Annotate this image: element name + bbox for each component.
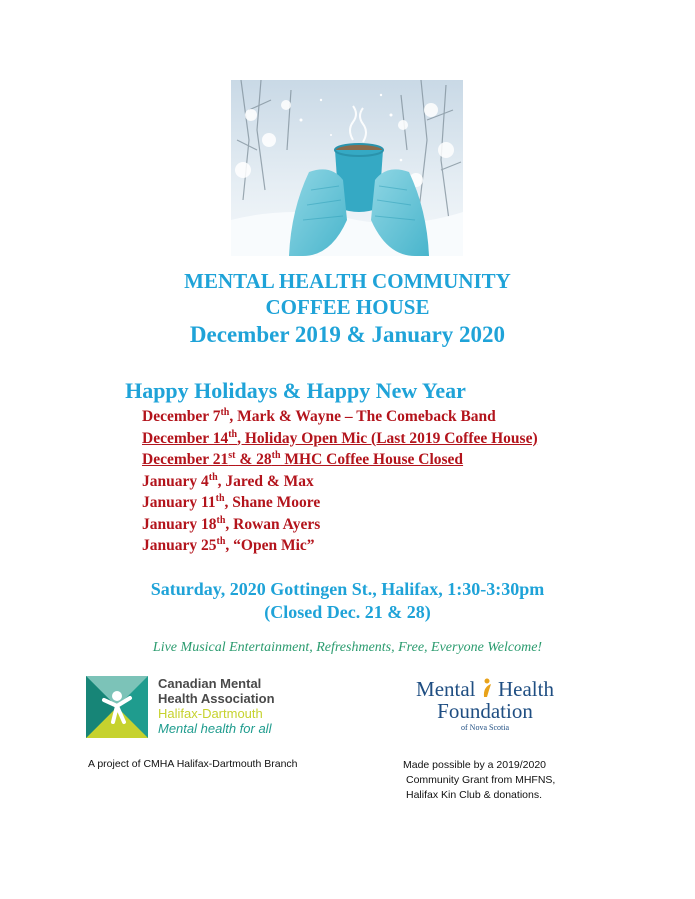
leaf-icon xyxy=(481,678,493,698)
event-item: January 18th, Rowan Ayers xyxy=(142,514,321,533)
event-item: December 14th, Holiday Open Mic (Last 2019 Coffee House) xyxy=(142,428,538,447)
mhf-sub: of Nova Scotia xyxy=(461,723,509,732)
title-dates: December 2019 & January 2020 xyxy=(189,322,506,347)
title-line-1: MENTAL HEALTH COMMUNITY xyxy=(184,269,511,293)
event-item: January 11th, Shane Moore xyxy=(142,492,321,511)
venue-address: Saturday, 2020 Gottingen St., Halifax, 1:30-3:30pm xyxy=(150,579,545,599)
cmha-branch: Halifax-Dartmouth xyxy=(158,706,263,721)
tagline: Live Musical Entertainment, Refreshments, Free, Everyone Welcome! xyxy=(152,640,543,655)
greeting-text: Happy Holidays & Happy New Year xyxy=(125,378,466,403)
mhf-wordmark-line-2: Foundation xyxy=(437,699,533,723)
venue-closed-note: (Closed Dec. 21 & 28) xyxy=(264,602,431,622)
cmha-motto: Mental health for all xyxy=(158,721,272,736)
event-schedule xyxy=(142,406,538,557)
event-item: December 7th, Mark & Wayne – The Comeback Band xyxy=(142,406,496,425)
title-line-2: COFFEE HOUSE xyxy=(265,295,430,319)
cmha-name-line-2: Health Association xyxy=(158,691,275,706)
funding-line: Community Grant from MHFNS, xyxy=(406,774,556,786)
funding-credit xyxy=(403,758,555,803)
venue-info xyxy=(0,578,695,624)
cmha-mark-icon xyxy=(86,676,148,738)
event-item: January 4th, Jared & Max xyxy=(142,471,314,490)
holiday-greeting xyxy=(0,378,695,404)
cmha-wordmark xyxy=(158,676,275,736)
mhf-logo xyxy=(400,678,570,740)
event-item: December 21st & 28th MHC Coffee House Closed xyxy=(142,449,464,468)
cmha-name-line-1: Canadian Mental xyxy=(158,676,262,691)
funding-line: Made possible by a 2019/2020 xyxy=(403,759,547,771)
cmha-logo xyxy=(86,676,346,740)
project-credit: A project of CMHA Halifax-Dartmouth Branch xyxy=(88,758,298,770)
mhf-wordmark-line-1: Mental Health xyxy=(416,677,554,701)
winter-mug-illustration xyxy=(231,80,463,256)
event-title xyxy=(0,268,695,350)
funding-line: Halifax Kin Club & donations. xyxy=(406,789,542,801)
event-item: January 25th, “Open Mic” xyxy=(142,535,315,554)
hero-image xyxy=(231,80,463,256)
